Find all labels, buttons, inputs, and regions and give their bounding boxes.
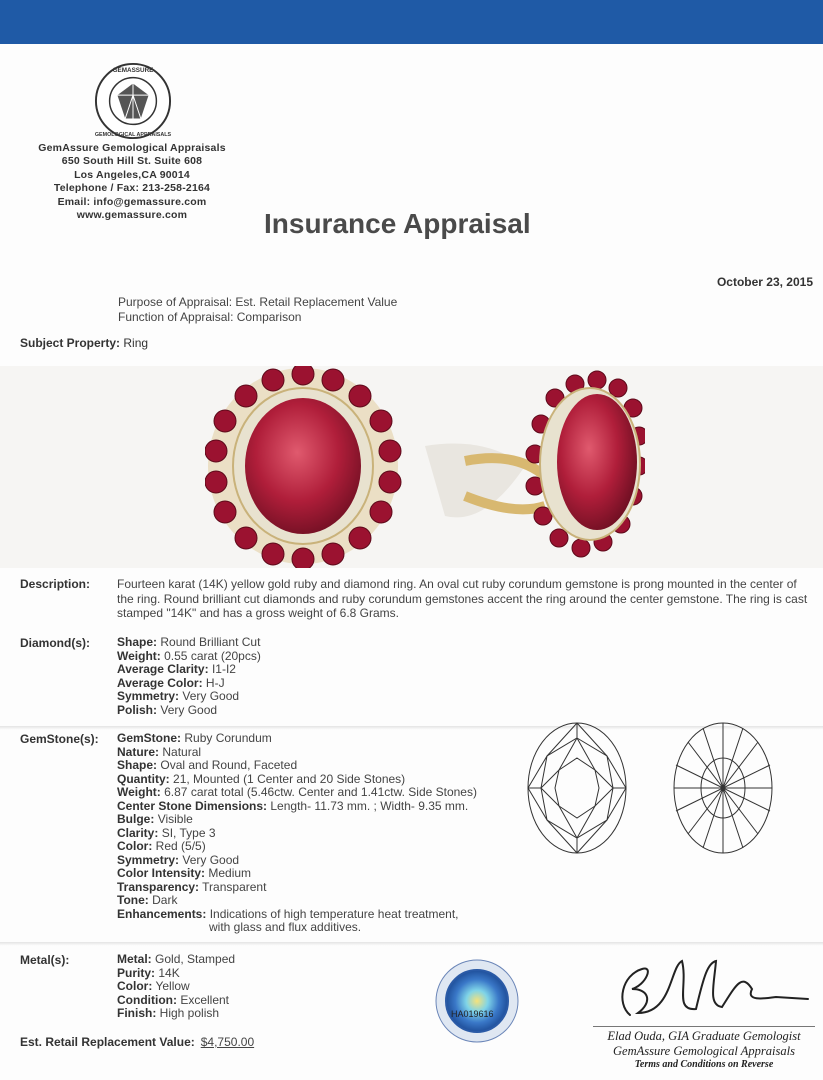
prop-key: Quantity: — [117, 771, 170, 786]
prop-key: Polish: — [117, 702, 158, 717]
diamond-prop-row — [117, 663, 261, 677]
prop-key: Nature: — [117, 744, 160, 759]
signer-company: GemAssure Gemological Appraisals — [613, 1044, 795, 1058]
oval-pavilion-diagram — [671, 720, 775, 856]
prop-key: Color: — [117, 839, 153, 853]
company-name: GemAssure Gemological Appraisals — [38, 142, 226, 154]
prop-value: Ruby Corundum — [184, 731, 272, 745]
prop-value: Dark — [152, 893, 178, 907]
diamond-prop-row — [117, 677, 261, 691]
diamonds-label: Diamond(s): — [20, 636, 90, 650]
prop-key: Symmetry: — [117, 689, 180, 703]
prop-key: Average Clarity: — [117, 662, 209, 676]
prop-value: SI, Type 3 — [161, 825, 216, 840]
company-website: www.gemassure.com — [76, 209, 188, 222]
prop-key: Metal: — [117, 952, 152, 966]
appraisal-date: October 23, 2015 — [716, 275, 813, 289]
diamond-prop-row — [117, 650, 261, 664]
prop-key: Center Stone Dimensions: — [117, 798, 268, 813]
retail-value-label: Est. Retail Replacement Value: — [20, 1035, 195, 1049]
prop-value: Indications of high temperature heat treatment, — [209, 906, 459, 921]
prop-value: Medium — [208, 866, 252, 880]
subject-label: Subject Property: — [20, 336, 121, 350]
gem-prop-row — [117, 786, 477, 800]
retail-value — [20, 1035, 254, 1049]
prop-key: Weight: — [117, 648, 161, 663]
prop-value: Oval and Round, Faceted — [160, 758, 298, 772]
function-label: Function of Appraisal: — [118, 310, 234, 324]
company-email: Email: info@gemassure.com — [57, 195, 207, 208]
paper-fold — [0, 942, 823, 946]
company-info — [12, 142, 252, 222]
prop-key: Transparency: — [117, 879, 200, 894]
prop-value: 6.87 carat total (5.46ctw. Center and 1.41ctw. Side Stones) — [164, 785, 477, 799]
purpose-label: Purpose of Appraisal: — [118, 295, 233, 309]
diamond-prop-row — [117, 690, 261, 704]
prop-value: Red (5/5) — [155, 839, 206, 853]
prop-key: Shape: — [117, 635, 158, 649]
gem-prop-row — [117, 854, 477, 868]
gem-prop-row — [117, 746, 477, 760]
prop-key: Bulge: — [117, 812, 155, 826]
prop-value: Excellent — [180, 992, 230, 1007]
svg-text:GEMASSURE: GEMASSURE — [112, 66, 154, 74]
gem-prop-row — [117, 732, 477, 746]
gem-prop-row — [117, 773, 477, 787]
prop-value: Very Good — [160, 702, 218, 717]
prop-value: 21, Mounted (1 Center and 20 Side Stones) — [173, 771, 406, 786]
prop-value: Visible — [157, 812, 193, 826]
prop-value: Very Good — [182, 689, 240, 703]
gemstones-properties — [117, 732, 477, 935]
ring-photo-side — [425, 366, 645, 568]
company-address: 650 South Hill St. Suite 608 — [61, 155, 203, 168]
prop-key: Tone: — [117, 893, 149, 907]
gem-prop-row — [117, 867, 477, 881]
metal-prop-row — [117, 1007, 235, 1021]
gem-prop-row — [117, 813, 477, 827]
purpose-value: Est. Retail Replacement Value — [235, 295, 398, 309]
prop-value: Transparent — [202, 879, 267, 894]
company-city: Los Angeles,CA 90014 — [74, 168, 190, 181]
ring-photos — [0, 366, 823, 568]
prop-value: Length- 11.73 mm. ; Width- 9.35 mm. — [270, 798, 469, 813]
metals-label: Metal(s): — [20, 953, 70, 967]
seal-serial-number: HA019616 — [451, 1009, 494, 1019]
diamond-prop-row — [117, 704, 261, 718]
prop-key: Shape: — [117, 758, 158, 772]
prop-value: 14K — [158, 965, 180, 980]
gem-prop-row — [117, 827, 477, 841]
metal-prop-row — [117, 994, 235, 1008]
prop-value: H-J — [205, 675, 225, 690]
gem-prop-row — [117, 800, 477, 814]
hologram-seal-icon — [434, 958, 520, 1044]
gem-prop-row — [117, 908, 477, 922]
enhancements-continued: with glass and flux additives. — [209, 920, 362, 934]
prop-value: Yellow — [155, 979, 190, 993]
gem-prop-row — [117, 881, 477, 895]
company-phone: Telephone / Fax: 213-258-2164 — [53, 182, 211, 195]
prop-key: Color Intensity: — [117, 866, 206, 880]
description-text: Fourteen karat (14K) yellow gold ruby and diamond ring. An oval cut ruby corundum gemstone is prong mounted in the center of the ring. Round brilliant cut diamonds and ruby corundum gemstones accent the ring around the center gemstone. The ring is cast stamped "14K" and has a gross weight of 6.8 Grams. — [117, 577, 808, 621]
purpose-block — [118, 295, 397, 325]
prop-key: Purity: — [117, 965, 156, 980]
prop-value: Round Brilliant Cut — [160, 635, 261, 649]
prop-value: High polish — [159, 1006, 220, 1020]
description-label: Description: — [20, 577, 91, 591]
subject-property — [20, 336, 148, 350]
prop-key: GemStone: — [117, 731, 182, 745]
prop-key: Color: — [117, 979, 153, 993]
subject-value: Ring — [123, 336, 149, 350]
prop-key: Average Color: — [117, 675, 203, 690]
prop-value: Natural — [162, 744, 202, 759]
diamonds-properties — [117, 636, 261, 717]
svg-text:GEMOLOGICAL APPRAISALS: GEMOLOGICAL APPRAISALS — [94, 132, 172, 139]
top-blue-band — [0, 0, 823, 44]
metal-prop-row — [117, 967, 235, 981]
prop-key: Symmetry: — [117, 852, 180, 867]
prop-key: Clarity: — [117, 825, 159, 840]
retail-value-amount: $4,750.00 — [200, 1035, 255, 1049]
prop-key: Finish: — [117, 1006, 157, 1020]
prop-value: Very Good — [182, 852, 240, 867]
gemstones-label: GemStone(s): — [20, 732, 99, 746]
prop-value: 0.55 carat (20pcs) — [164, 648, 261, 663]
gemassure-logo — [94, 62, 172, 140]
prop-key: Weight: — [117, 785, 161, 799]
function-value: Comparison — [236, 310, 302, 324]
page-title: Insurance Appraisal — [264, 208, 531, 239]
metal-prop-row — [117, 980, 235, 994]
terms-note: Terms and Conditions on Reverse — [634, 1059, 774, 1070]
gem-prop-row — [117, 894, 477, 908]
oval-crown-diagram — [525, 720, 629, 856]
prop-value: I1-I2 — [211, 662, 236, 676]
prop-value: Gold, Stamped — [155, 952, 236, 966]
prop-key: Enhancements: — [117, 906, 207, 921]
diamond-prop-row — [117, 636, 261, 650]
signer-name: Elad Ouda, GIA Graduate Gemologist — [593, 1026, 815, 1044]
signature-block — [593, 1026, 815, 1070]
gem-prop-row — [117, 840, 477, 854]
handwritten-signature — [612, 955, 812, 1025]
metal-prop-row — [117, 953, 235, 967]
ring-photo-front — [205, 366, 405, 568]
gem-prop-row — [117, 759, 477, 773]
metals-properties — [117, 953, 235, 1021]
prop-key: Condition: — [117, 992, 177, 1007]
